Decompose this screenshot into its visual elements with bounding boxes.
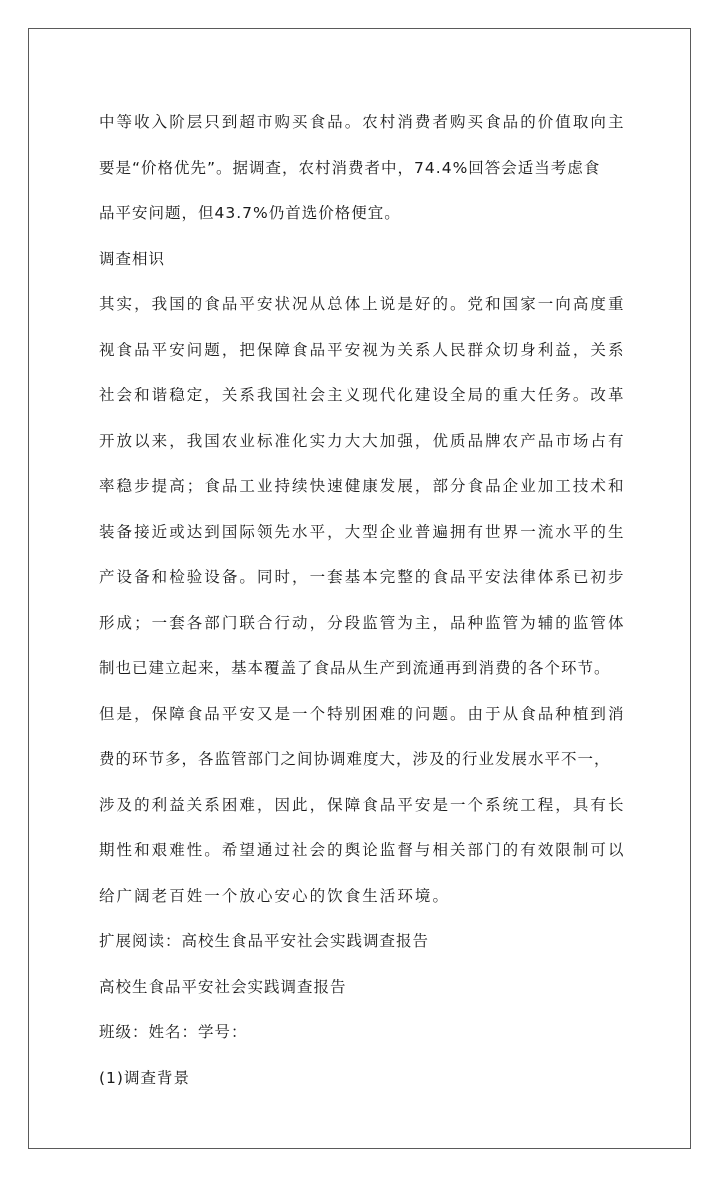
paragraph-line: 要是“价格优先”。据调查，农村消费者中，74.4%回答会适当考虑食 (99, 158, 601, 177)
paragraph-line: 其实，我国的食品平安状况从总体上说是好的。党和国家一向高度重 (99, 295, 626, 313)
paragraph-line: 社会和谐稳定，关系我国社会主义现代化建设全局的重大任务。改革 (99, 386, 626, 404)
paragraph-line: 装备接近或达到国际领先水平，大型企业普遍拥有世界一流水平的生 (99, 522, 626, 541)
extended-reading-line: 扩展阅读：高校生食品平安社会实践调查报告 (99, 932, 430, 950)
paragraph-line: 视食品平安问题，把保障食品平安视为关系人民群众切身利益，关系 (99, 340, 626, 359)
paragraph-line: 给广阔老百姓一个放心安心的饮食生活环境。 (99, 886, 451, 905)
paragraph-line: 费的环节多，各监管部门之间协调难度大，涉及的行业发展水平不一， (99, 750, 611, 768)
paragraph-line: 涉及的利益关系困难，因此，保障食品平安是一个系统工程，具有长 (99, 795, 626, 814)
paragraph-line: 期性和艰难性。希望通过社会的舆论监督与相关部门的有效限制可以 (99, 841, 626, 859)
paragraph-line: 形成；一套各部门联合行动，分段监管为主，品种监管为辅的监管体 (99, 613, 626, 632)
subsection-heading: (1)调查背景 (99, 1068, 190, 1087)
report-title: 高校生食品平安社会实践调查报告 (99, 977, 347, 996)
paragraph-line: 制也已建立起来，基本覆盖了食品从生产到流通再到消费的各个环节。 (99, 659, 611, 677)
class-name-id-line: 班级：姓名：学号： (99, 1023, 248, 1041)
paragraph-line: 率稳步提高；食品工业持续快速健康发展，部分食品企业加工技术和 (99, 477, 626, 495)
paragraph-line: 中等收入阶层只到超市购买食品。农村消费者购买食品的价值取向主 (99, 113, 626, 131)
section-heading: 调查相识 (99, 249, 166, 268)
paragraph-line: 品平安问题，但43.7%仍首选价格便宜。 (99, 204, 401, 222)
paragraph-line: 但是，保障食品平安又是一个特别困难的问题。由于从食品种植到消 (99, 704, 626, 723)
paragraph-line: 开放以来，我国农业标准化实力大大加强，优质品牌农产品市场占有 (99, 431, 626, 450)
paragraph-line: 产设备和检验设备。同时，一套基本完整的食品平安法律体系已初步 (99, 568, 626, 586)
document-body (99, 100, 659, 1101)
